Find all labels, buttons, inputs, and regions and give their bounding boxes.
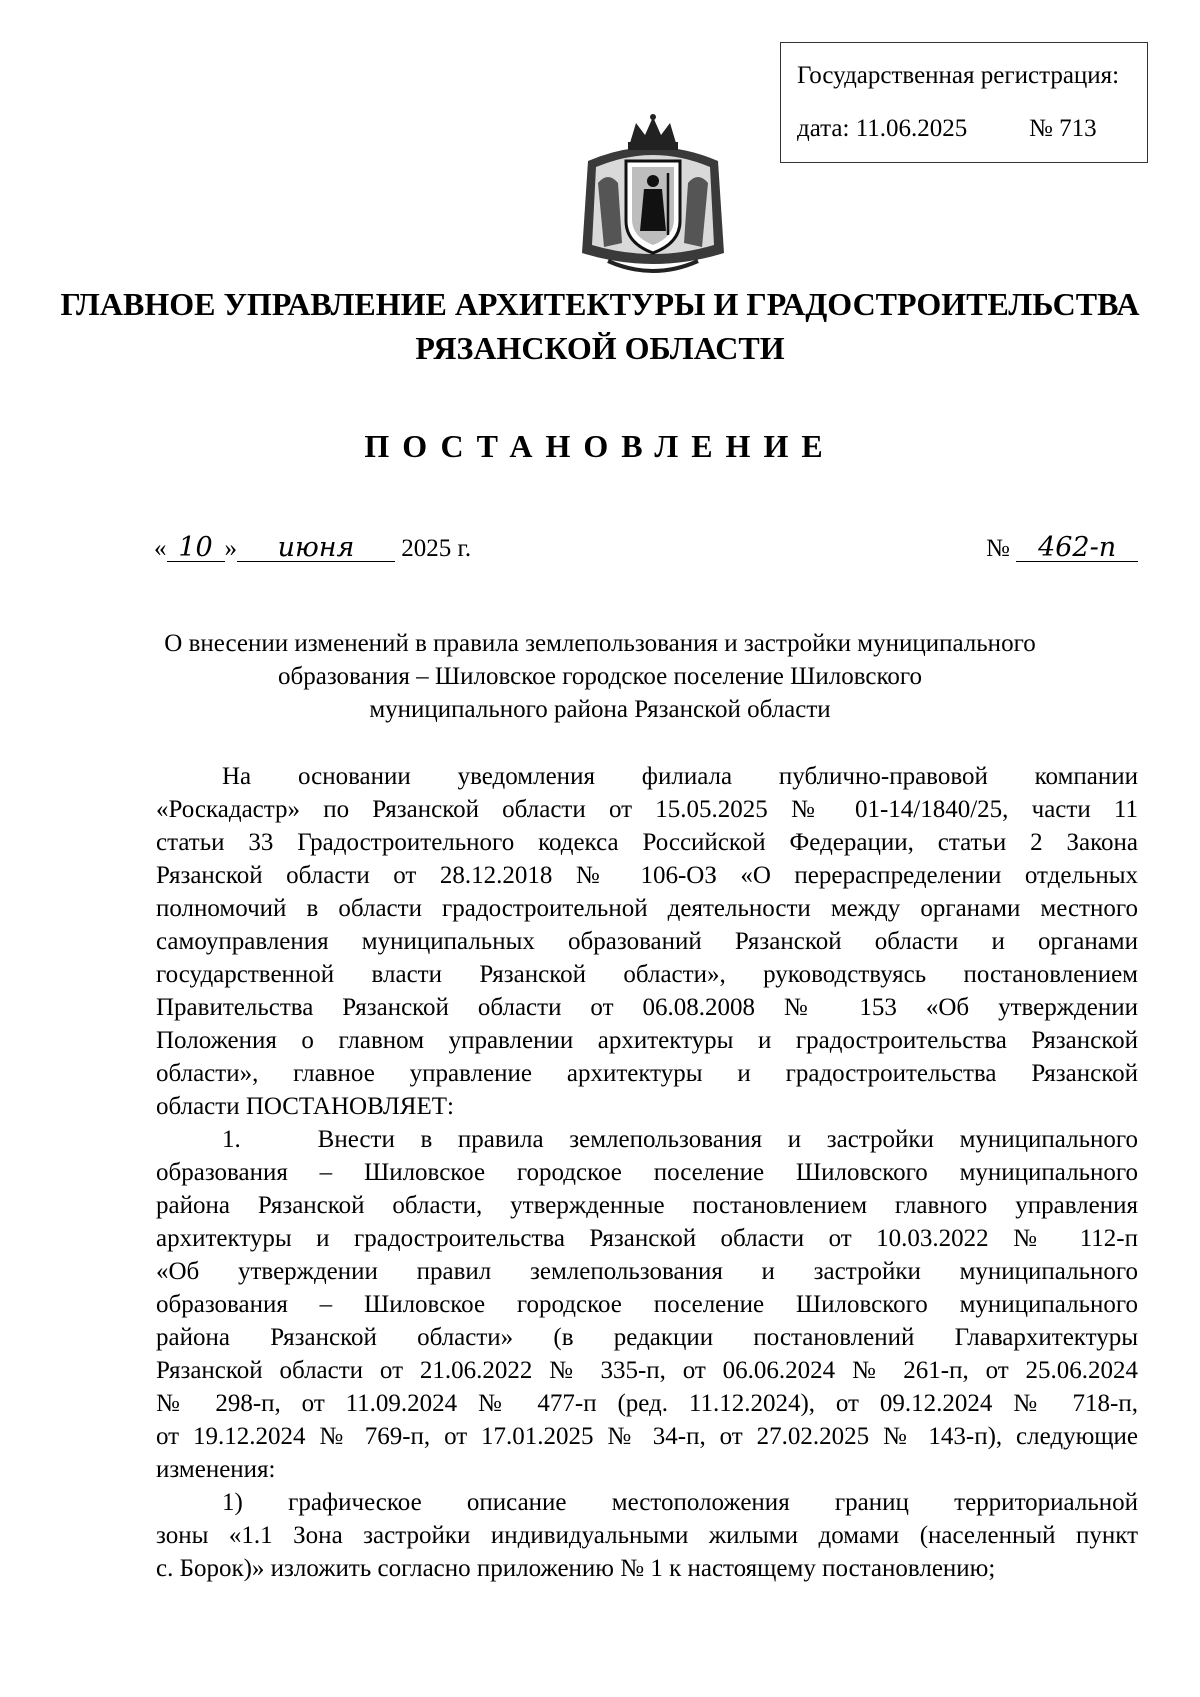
subject-line: образования – Шиловское городское поселение Шиловского bbox=[278, 663, 922, 690]
paragraph-line: государственной власти Рязанской области», руководствуясь постановлением bbox=[156, 961, 1138, 988]
paragraph-line: района Рязанской области, утвержденные постановлением главного управления bbox=[156, 1192, 1138, 1219]
registration-title: Государственная регистрация: bbox=[797, 62, 1120, 89]
paragraph-line: Рязанской области от 28.12.2018 № 106-ОЗ «О перераспределении отдельных bbox=[156, 862, 1138, 889]
paragraph-line: области», главное управление архитектуры и градостроительства Рязанской bbox=[156, 1060, 1138, 1087]
paragraph-line: 1. Внести в правила землепользования и застройки муниципального bbox=[222, 1126, 1138, 1153]
coat-of-arms-icon bbox=[578, 113, 728, 278]
paragraph-item-1 bbox=[156, 1123, 1138, 1486]
paragraph-line: самоуправления муниципальных образований Рязанской области и органами bbox=[156, 928, 1138, 955]
number-label: № bbox=[986, 535, 1010, 562]
paragraph-line: статьи 33 Градостроительного кодекса Российской Федерации, статьи 2 Закона bbox=[156, 829, 1138, 856]
date-year: 2025 г. bbox=[401, 535, 472, 562]
paragraph-line: полномочий в области градостроительной деятельности между органами местного bbox=[156, 895, 1138, 922]
paragraph-line: образования – Шиловское городское поселение Шиловского муниципального bbox=[156, 1159, 1138, 1186]
paragraph-line: с. Борок)» изложить согласно приложению № 1 к настоящему постановлению; bbox=[156, 1555, 996, 1582]
paragraph-line: № 298-п, от 11.09.2024 № 477-п (ред. 11.12.2024), от 09.12.2024 № 718-п, bbox=[156, 1390, 1138, 1417]
date-month: июня bbox=[237, 535, 395, 562]
paragraph-line: от 19.12.2024 № 769-п, от 17.01.2025 № 34-п, от 27.02.2025 № 143-п), следующие bbox=[156, 1423, 1138, 1450]
paragraph-line: области ПОСТАНОВЛЯЕТ: bbox=[156, 1093, 454, 1120]
paragraph-line: «Роскадастр» по Рязанской области от 15.05.2025 № 01-14/1840/25, части 11 bbox=[156, 796, 1138, 823]
registration-stamp bbox=[780, 42, 1148, 163]
date-day: 10 bbox=[167, 535, 225, 562]
document-type-heading: ПОСТАНОВЛЕНИЕ bbox=[364, 428, 836, 464]
document-number bbox=[986, 532, 1138, 563]
paragraph-line: образования – Шиловское городское поселение Шиловского муниципального bbox=[156, 1291, 1138, 1318]
registration-number: № 713 bbox=[1029, 115, 1097, 142]
paragraph-line: района Рязанской области» (в редакции постановлений Главархитектуры bbox=[156, 1324, 1138, 1351]
registration-date: дата: 11.06.2025 bbox=[797, 115, 968, 142]
organization-name bbox=[60, 282, 1140, 370]
subject-line: муниципального района Рязанской области bbox=[369, 696, 831, 723]
paragraph-preamble bbox=[156, 760, 1138, 1123]
paragraph-line: Рязанской области от 21.06.2022 № 335-п, от 06.06.2024 № 261-п, от 25.06.2024 bbox=[156, 1357, 1138, 1384]
paragraph-line: зоны «1.1 Зона застройки индивидуальными жилыми домами (населенный пункт bbox=[156, 1522, 1138, 1549]
paragraph-line: Правительства Рязанской области от 06.08.2008 № 153 «Об утверждении bbox=[156, 994, 1138, 1021]
paragraph-subitem-1 bbox=[156, 1486, 1138, 1585]
organization-line-1: ГЛАВНОЕ УПРАВЛЕНИЕ АРХИТЕКТУРЫ И ГРАДОСТРОИТЕЛЬСТВА bbox=[60, 286, 1140, 322]
paragraph-line: 1) графическое описание местоположения границ территориальной bbox=[222, 1489, 1138, 1516]
document-date bbox=[154, 532, 472, 563]
date-open-quote: « bbox=[154, 535, 167, 562]
subject-line: О внесении изменений в правила землепользования и застройки муниципального bbox=[164, 630, 1036, 657]
paragraph-line: На основании уведомления филиала публично-правовой компании bbox=[222, 763, 1138, 790]
paragraph-line: архитектуры и градостроительства Рязанской области от 10.03.2022 № 112-п bbox=[156, 1225, 1138, 1252]
document-subject bbox=[130, 627, 1070, 726]
paragraph-line: «Об утверждении правил землепользования и застройки муниципального bbox=[156, 1258, 1138, 1285]
paragraph-line: изменения: bbox=[156, 1456, 276, 1483]
number-value: 462-п bbox=[1016, 535, 1138, 562]
paragraph-line: Положения о главном управлении архитектуры и градостроительства Рязанской bbox=[156, 1027, 1138, 1054]
document-body bbox=[156, 760, 1138, 1585]
date-close-quote: » bbox=[224, 535, 237, 562]
organization-line-2: РЯЗАНСКОЙ ОБЛАСТИ bbox=[415, 330, 785, 366]
